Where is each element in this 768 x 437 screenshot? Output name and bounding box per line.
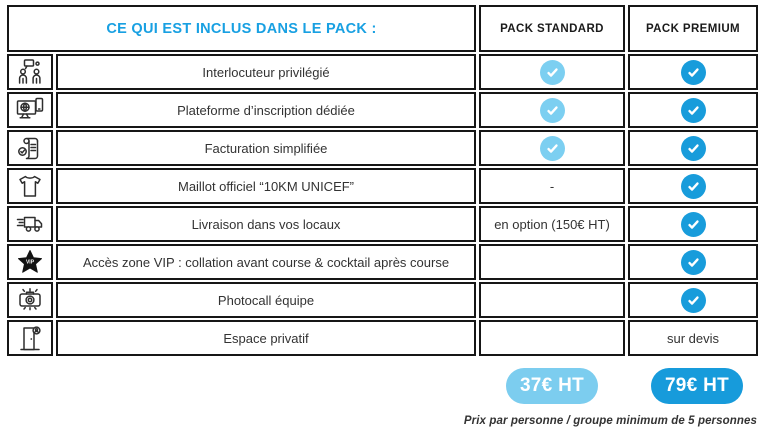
feature-label: Maillot officiel “10KM UNICEF” (56, 168, 476, 204)
feature-label: Livraison dans vos locaux (56, 206, 476, 242)
column-header-standard-text: PACK STANDARD (500, 22, 604, 35)
feature-icon-cell (7, 54, 53, 90)
standard-value-cell (479, 282, 625, 318)
table-title-cell (7, 5, 476, 52)
standard-value-cell (479, 206, 625, 242)
check-icon (540, 98, 565, 123)
feature-label: Plateforme d’inscription dédiée (56, 92, 476, 128)
feature-icon-cell (7, 168, 53, 204)
check-icon (681, 250, 706, 275)
feature-label: Accès zone VIP : collation avant course & cocktail après course (56, 244, 476, 280)
check-icon (681, 174, 706, 199)
premium-value-cell (628, 54, 758, 90)
standard-value-cell (479, 130, 625, 166)
feature-icon-cell (7, 320, 53, 356)
registration-platform-icon (16, 96, 44, 124)
standard-value-cell (479, 168, 625, 204)
camera-icon (16, 286, 44, 314)
standard-value-cell (479, 320, 625, 356)
private-space-icon (16, 324, 44, 352)
feature-label: Espace privatif (56, 320, 476, 356)
tshirt-icon (16, 172, 44, 200)
premium-value-cell (628, 168, 758, 204)
check-icon (681, 60, 706, 85)
feature-icon-cell (7, 244, 53, 280)
premium-value-text: sur devis (666, 330, 720, 346)
feature-icon-cell (7, 282, 53, 318)
standard-value-cell (479, 244, 625, 280)
standard-value-cell (479, 92, 625, 128)
people-conversation-icon (16, 58, 44, 86)
column-header-premium-text: PACK PREMIUM (645, 22, 741, 35)
check-icon (681, 212, 706, 237)
premium-value-cell (628, 206, 758, 242)
check-icon (681, 98, 706, 123)
premium-value-cell (628, 92, 758, 128)
standard-value-cell (479, 54, 625, 90)
pricing-note: Prix par personne / groupe minimum de 5 personnes (463, 415, 757, 427)
delivery-truck-icon (16, 210, 44, 238)
feature-label: Photocall équipe (56, 282, 476, 318)
column-header-premium (628, 5, 758, 52)
svg-text:VIP: VIP (25, 259, 35, 266)
check-icon (681, 288, 706, 313)
check-icon (681, 136, 706, 161)
standard-value-text: - (549, 178, 555, 194)
premium-value-cell (628, 130, 758, 166)
standard-value-text: en option (150€ HT) (494, 216, 610, 232)
vip-star-icon (16, 248, 44, 276)
feature-label: Interlocuteur privilégié (56, 54, 476, 90)
premium-value-cell (628, 244, 758, 280)
standard-price-badge: 37€ HT (506, 368, 598, 404)
feature-label: Facturation simplifiée (56, 130, 476, 166)
check-icon (540, 136, 565, 161)
column-header-standard (479, 5, 625, 52)
premium-value-cell (628, 320, 758, 356)
simplified-invoice-icon (16, 134, 44, 162)
premium-value-cell (628, 282, 758, 318)
check-icon (540, 60, 565, 85)
premium-price-badge: 79€ HT (651, 368, 743, 404)
table-title: CE QUI EST INCLUS DANS LE PACK : (106, 20, 377, 37)
feature-icon-cell (7, 92, 53, 128)
feature-icon-cell (7, 130, 53, 166)
feature-icon-cell (7, 206, 53, 242)
pack-comparison-table (7, 5, 758, 356)
